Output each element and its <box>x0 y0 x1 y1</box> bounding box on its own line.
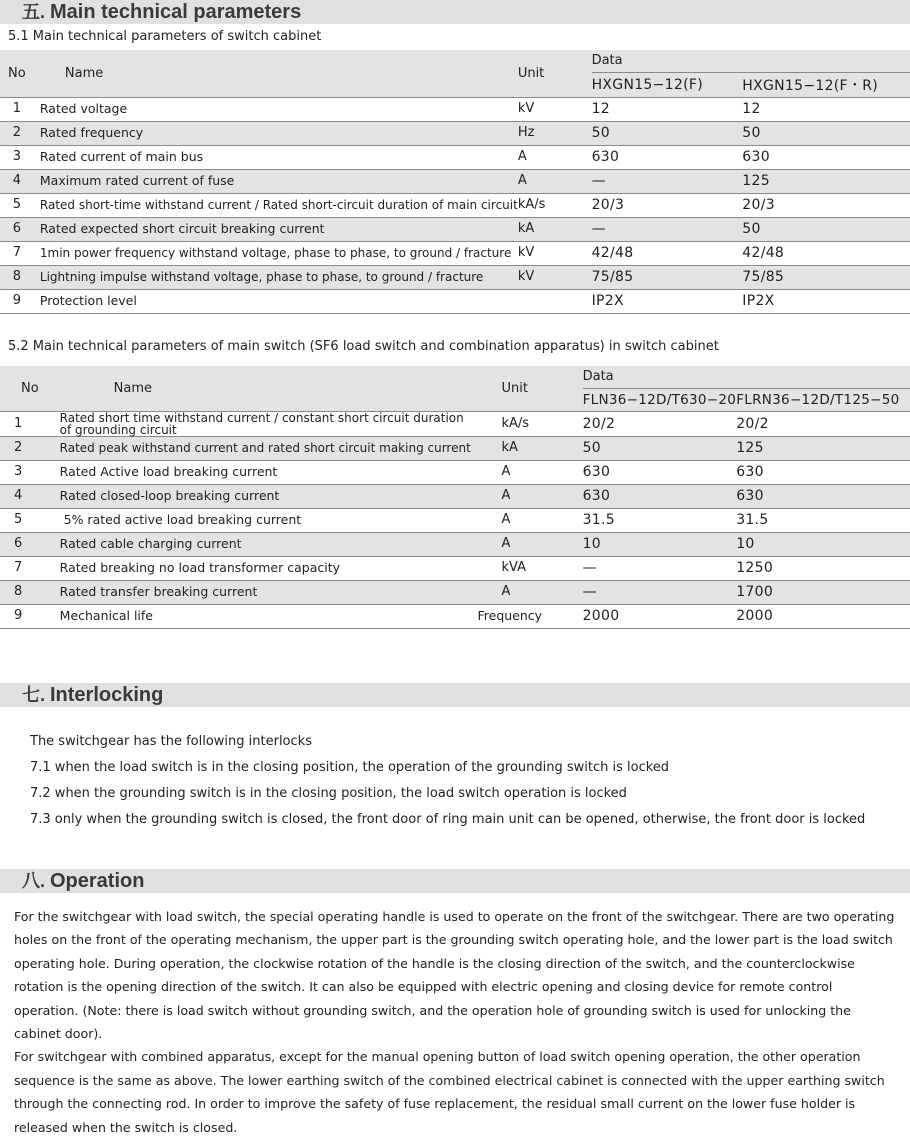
table-row <box>0 121 910 145</box>
table-row <box>0 169 910 193</box>
row-unit: kA <box>518 217 592 241</box>
interlock-intro: The switchgear has the following interlocks <box>30 734 312 749</box>
table-row <box>0 145 910 169</box>
row-value-2: IP2X <box>742 293 775 309</box>
section-5-header <box>0 0 910 24</box>
row-no: 7 <box>12 245 22 260</box>
row-unit: kA/s <box>501 415 530 431</box>
header-data: Data <box>592 50 910 72</box>
table-row <box>0 580 910 604</box>
row-value-1: 20/2 <box>582 415 616 432</box>
header-unit: Unit <box>518 50 592 97</box>
section-7-title: Interlocking <box>50 684 164 706</box>
row-no: 5 <box>14 512 23 527</box>
table-row <box>0 193 910 217</box>
table-row <box>0 241 910 265</box>
row-unit: A <box>501 512 511 527</box>
header-model-2: FLRN36−12D/T125−50 <box>736 388 910 411</box>
row-value-1: 50 <box>583 436 737 460</box>
header-model-1: HXGN15−12(F) <box>592 72 743 97</box>
table-row <box>0 289 910 313</box>
row-value-1: 630 <box>582 464 611 480</box>
row-value-1: — <box>582 560 597 576</box>
row-no: 9 <box>14 608 23 623</box>
operation-paragraph-2: For switchgear with combined apparatus, except for the manual opening button of load switch opening operation, the other operation sequence is the same as above. The lower earthing switch of the combined electrical cabinet is connected with the upper earthing switch through the connecting rod. In order to improve the safety of fuse replacement, the residual small current on the lower fuse holder is released when the switch is closed. <box>14 1049 885 1135</box>
row-unit: kVA <box>501 560 526 575</box>
row-value-1: 630 <box>591 149 620 165</box>
row-value-2: 2000 <box>736 608 774 624</box>
row-value-2: 630 <box>736 484 910 508</box>
header-model-1: FLN36−12D/T630−20 <box>583 388 737 411</box>
row-no: 1 <box>14 415 23 431</box>
table-header-row <box>0 50 910 72</box>
row-unit: Frequency <box>477 608 543 623</box>
row-unit: A <box>478 580 583 604</box>
row-no: 6 <box>0 217 34 241</box>
table-row <box>0 411 910 436</box>
row-value-1: 12 <box>591 101 610 117</box>
row-value-2: 31.5 <box>736 512 769 528</box>
header-unit: Unit <box>478 366 583 411</box>
row-value-2: 20/3 <box>742 197 775 213</box>
table-row <box>0 265 910 289</box>
row-unit: kA <box>478 436 583 460</box>
row-no: 8 <box>0 265 34 289</box>
row-value-1: — <box>592 217 743 241</box>
interlock-item-7-1: 7.1 when the load switch is in the closing position, the operation of the grounding switch is locked <box>30 760 670 775</box>
header-name: Name <box>34 50 518 97</box>
section-5-number: 五. <box>22 2 46 22</box>
row-name: Rated expected short circuit breaking current <box>34 217 518 241</box>
row-unit: Hz <box>518 121 592 145</box>
row-value-1: 630 <box>583 484 737 508</box>
table-row <box>0 97 910 121</box>
section-8-header <box>0 869 910 893</box>
row-value-1: — <box>583 580 737 604</box>
table-row <box>0 508 910 532</box>
section-5-title: Main technical parameters <box>50 1 302 23</box>
row-no: 3 <box>14 464 23 479</box>
row-name: Rated closed-loop breaking current <box>54 484 478 508</box>
row-name: Maximum rated current of fuse <box>34 169 518 193</box>
row-name: Rated short-time withstand current / Rated short-circuit duration of main circuit <box>39 198 518 212</box>
row-no: 2 <box>0 121 34 145</box>
operation-paragraph-1: For the switchgear with load switch, the special operating handle is used to operate on the front of the switchgear. There are two operating holes on the front of the operating mechanism, the upper part is the grounding switch operating hole, and the lower part is the load switch operating hole. During operation, the clockwise rotation of the handle is the closing direction of the switch, and the counterclockwise rotation is the opening direction of the switch. It can also be equipped with electric opening and closing device for remote control operation. (Note: there is load switch without grounding switch, and the operation hole of grounding switch is used for unlocking the cabinet door). <box>14 909 895 1042</box>
table-row <box>0 436 910 460</box>
row-name: Protection level <box>39 293 137 308</box>
row-value-1: 10 <box>583 532 737 556</box>
row-unit: A <box>478 484 583 508</box>
row-value-2: 12 <box>742 101 761 117</box>
row-name-line-1: Rated short time withstand current / constant short circuit duration <box>59 410 464 425</box>
row-no: 3 <box>12 149 22 164</box>
row-name: Rated peak withstand current and rated short circuit making current <box>54 436 478 460</box>
row-value-2: 10 <box>736 532 910 556</box>
operation-text <box>14 905 898 1139</box>
row-no: 4 <box>0 484 54 508</box>
row-value-1: 42/48 <box>591 245 634 261</box>
row-no: 9 <box>12 293 22 308</box>
header-data: Data <box>583 366 910 388</box>
row-unit: A <box>518 169 592 193</box>
row-value-1: 31.5 <box>582 512 615 528</box>
table-header-row <box>0 366 910 388</box>
section-7-number: 七. <box>22 685 46 705</box>
section-8-title: Operation <box>50 870 145 892</box>
row-name: Mechanical life <box>59 608 153 623</box>
row-value-2: 630 <box>742 149 770 165</box>
header-name: Name <box>54 366 478 411</box>
interlock-item-7-2: 7.2 when the grounding switch is in the closing position, the load switch operation is locked <box>30 786 627 801</box>
row-no: 2 <box>0 436 54 460</box>
table-row <box>0 532 910 556</box>
interlock-item-7-3: 7.3 only when the grounding switch is closed, the front door of ring main unit can be opened, otherwise, the front door is locked <box>30 812 866 827</box>
main-switch-parameters-table <box>0 366 910 629</box>
row-no: 4 <box>0 169 34 193</box>
row-no: 6 <box>0 532 54 556</box>
row-name: 5% rated active load breaking current <box>59 512 302 527</box>
header-model-2: HXGN15−12(F・R) <box>742 72 910 97</box>
row-value-2: 50 <box>742 121 910 145</box>
table-row <box>0 484 910 508</box>
row-value-2: 1250 <box>736 560 774 576</box>
row-value-1: 20/3 <box>591 197 625 213</box>
row-value-1: 2000 <box>582 608 620 624</box>
row-no: 1 <box>12 101 22 116</box>
row-value-2: 125 <box>736 436 910 460</box>
row-name: Lightning impulse withstand voltage, phase to phase, to ground / fracture <box>34 265 518 289</box>
row-name: Rated frequency <box>34 121 518 145</box>
row-value-2: 50 <box>742 217 910 241</box>
row-value-2: 630 <box>736 464 764 480</box>
row-name <box>54 411 478 436</box>
row-no: 8 <box>0 580 54 604</box>
section-7-header <box>0 683 910 707</box>
row-unit: kV <box>517 101 535 116</box>
row-name: Rated cable charging current <box>54 532 478 556</box>
table-row <box>0 217 910 241</box>
row-unit: A <box>501 464 511 479</box>
row-unit: A <box>517 149 527 164</box>
row-value-1: IP2X <box>591 293 624 309</box>
switch-cabinet-parameters-table <box>0 50 910 314</box>
subsection-5-1-title: 5.1 Main technical parameters of switch cabinet <box>8 29 322 44</box>
row-name: Rated voltage <box>39 101 128 116</box>
row-value-2: 125 <box>742 169 910 193</box>
row-value-2: 75/85 <box>742 265 910 289</box>
row-name: Rated Active load breaking current <box>59 464 278 479</box>
row-unit <box>518 289 592 313</box>
row-name: Rated current of main bus <box>39 149 204 164</box>
row-unit: kA/s <box>517 197 546 212</box>
row-name-line-2: of grounding circuit <box>59 422 177 437</box>
table-row <box>0 604 910 628</box>
row-unit: kV <box>518 265 592 289</box>
row-value-2: 20/2 <box>736 415 769 432</box>
row-name: 1min power frequency withstand voltage, phase to phase, to ground / fracture <box>39 246 512 260</box>
row-name: Rated breaking no load transformer capacity <box>59 560 341 575</box>
row-value-2: 42/48 <box>742 245 785 261</box>
row-no: 7 <box>14 560 23 575</box>
header-no: No <box>0 366 54 411</box>
row-value-2: 1700 <box>736 580 910 604</box>
row-unit: A <box>478 532 583 556</box>
row-value-1: — <box>592 169 743 193</box>
table-row <box>0 460 910 484</box>
row-value-1: 75/85 <box>592 265 743 289</box>
row-unit: kV <box>517 245 535 260</box>
row-no: 5 <box>12 197 22 212</box>
row-value-1: 50 <box>592 121 743 145</box>
row-name: Rated transfer breaking current <box>54 580 478 604</box>
subsection-5-2-title: 5.2 Main technical parameters of main switch (SF6 load switch and combination apparatus) in switch cabinet <box>8 339 719 354</box>
table-row <box>0 556 910 580</box>
header-no: No <box>0 50 34 97</box>
section-8-number: 八. <box>22 871 46 891</box>
